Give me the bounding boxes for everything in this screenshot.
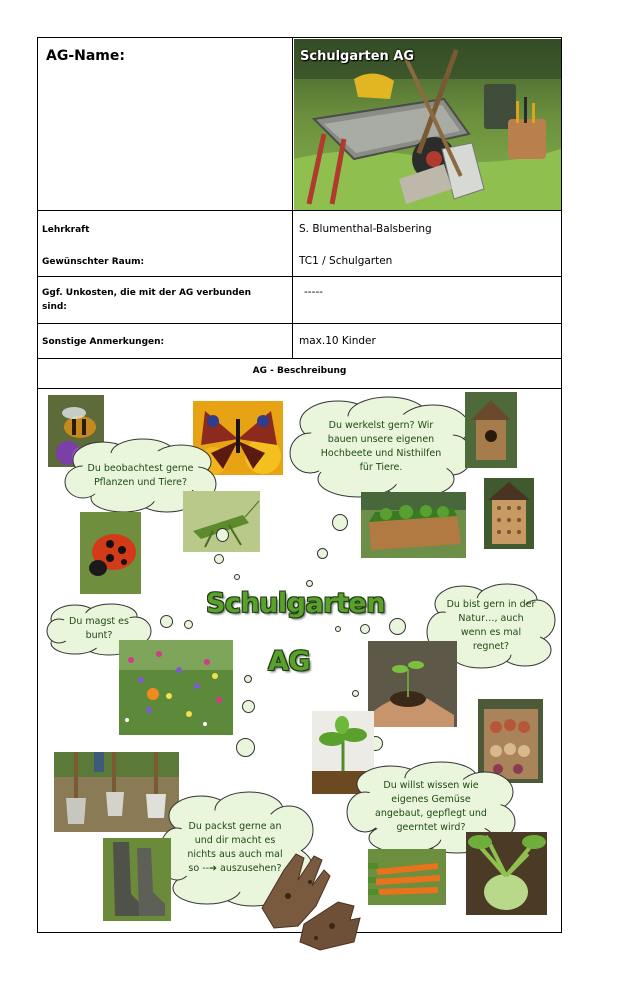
grasshopper-image bbox=[183, 491, 260, 552]
birdhouse-image bbox=[465, 392, 517, 468]
row-divider bbox=[38, 323, 561, 324]
thought-bubble bbox=[234, 574, 240, 580]
wildflower-meadow-image bbox=[119, 640, 233, 735]
thought-bubble bbox=[317, 548, 328, 559]
thought-bubble bbox=[389, 618, 406, 635]
notes-value: max.10 Kinder bbox=[299, 335, 376, 347]
ladybug-photo bbox=[80, 512, 141, 594]
thought-bubble bbox=[352, 690, 359, 697]
teacher-value: S. Blumenthal-Balsbering bbox=[299, 223, 432, 235]
seedling-hands-image bbox=[368, 641, 457, 727]
raised-bed-photo bbox=[361, 492, 466, 558]
section-title: AG - Beschreibung bbox=[252, 366, 347, 376]
grasshopper-photo bbox=[183, 491, 260, 552]
column-divider bbox=[292, 38, 293, 358]
thought-bubble bbox=[214, 554, 224, 564]
header-photo-garden-tools bbox=[294, 39, 561, 210]
ladybug-image bbox=[80, 512, 141, 594]
room-value: TC1 / Schulgarten bbox=[299, 255, 393, 267]
kohlrabi-photo bbox=[466, 832, 547, 915]
row-divider bbox=[38, 276, 561, 277]
costs-label: Ggf. Unkosten, die mit der AG verbunden sind: bbox=[42, 288, 252, 312]
carrots-photo bbox=[368, 849, 446, 905]
seedling-hands-photo bbox=[368, 641, 457, 727]
notes-label: Sonstige Anmerkungen: bbox=[42, 337, 165, 347]
dirty-hands-photo bbox=[254, 846, 364, 954]
carrots-image bbox=[368, 849, 446, 905]
thought-bubble bbox=[242, 700, 255, 713]
teacher-label: Lehrkraft bbox=[42, 225, 90, 235]
collage-title-line2: AG bbox=[268, 646, 311, 677]
thought-bubble bbox=[360, 624, 370, 634]
thought-bubble bbox=[306, 580, 313, 587]
header-title: Schulgarten AG bbox=[300, 49, 415, 64]
thought-bubble bbox=[160, 615, 173, 628]
dirty-hands-image bbox=[254, 846, 364, 954]
cloud-dirty-hands-text: Du packst gerne an und dir macht es nichts aus auch mal so --➔ auszusehen? bbox=[187, 821, 283, 874]
row-divider bbox=[38, 388, 561, 389]
garden-tools-image bbox=[294, 39, 561, 210]
collage-title-line1: Schulgarten bbox=[206, 588, 385, 619]
room-label: Gewünschter Raum: bbox=[42, 257, 145, 267]
rubber-boots-image bbox=[103, 838, 171, 921]
thought-bubble bbox=[332, 514, 348, 531]
insect-hotel-photo bbox=[484, 478, 534, 549]
thought-cloud-build bbox=[288, 395, 474, 499]
rubber-boots-photo bbox=[103, 838, 171, 921]
row-divider bbox=[38, 210, 561, 211]
wildflower-meadow-photo bbox=[119, 640, 233, 735]
thought-bubble bbox=[244, 675, 252, 683]
thought-bubble bbox=[184, 620, 193, 629]
row-divider bbox=[38, 358, 561, 359]
raised-bed-image bbox=[361, 492, 466, 558]
birdhouse-photo bbox=[465, 392, 517, 468]
cloud-build-text: Du werkelst gern? Wir bauen unsere eigenen Hochbeete und Nisthilfen für Tiere. bbox=[320, 420, 442, 473]
thought-bubble bbox=[335, 626, 341, 632]
kohlrabi-image bbox=[466, 832, 547, 915]
insect-hotel-image bbox=[484, 478, 534, 549]
cloud-vegetables-text: Du willst wissen wie eigenes Gemüse angebaut, gepflegt und geerntet wird? bbox=[375, 780, 487, 833]
cloud-nature-text: Du bist gern in der Natur…, auch wenn es mal regnet? bbox=[446, 599, 536, 652]
cloud-colorful-text: Du magst es bunt? bbox=[69, 616, 129, 641]
thought-bubble bbox=[236, 738, 255, 757]
ag-name-label: AG-Name: bbox=[46, 48, 125, 64]
costs-value: ----- bbox=[304, 286, 323, 298]
cloud-observe-text: Du beobachtest gerne Pflanzen und Tiere? bbox=[87, 463, 194, 488]
thought-bubble bbox=[216, 528, 229, 542]
